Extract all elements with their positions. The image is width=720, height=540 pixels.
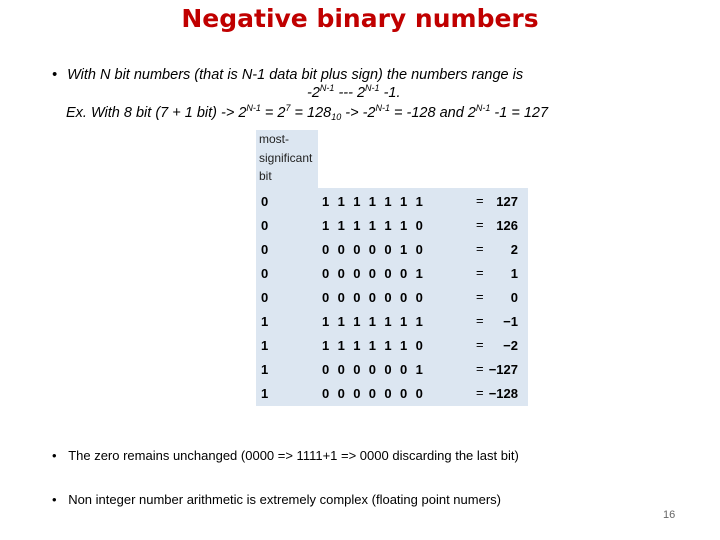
page-number: 16 [663,509,676,521]
decimal-value: 127 [496,194,518,209]
equals-sign: = [476,361,484,376]
bit: 0 [399,266,408,281]
bit: 1 [337,194,345,209]
bit: 0 [399,290,408,305]
decimal-value: −1 [503,314,518,329]
data-bits [322,314,431,329]
bit: 1 [399,314,408,329]
msb-value: 0 [261,242,269,257]
bit: 0 [415,242,423,257]
data-bits [322,386,431,401]
bit: 1 [384,314,392,329]
bit: 0 [353,290,361,305]
bit: 0 [384,386,392,401]
msb-header: most- significant bit [259,132,313,183]
bit: 1 [399,218,408,233]
decimal-value: 0 [510,290,518,305]
data-bits [322,362,431,377]
bit: 1 [353,218,361,233]
data-bits [322,266,431,281]
bit: 1 [337,338,345,353]
bit: 0 [384,362,392,377]
bit: 1 [322,314,330,329]
bit: 1 [399,242,408,257]
bit: 0 [353,386,361,401]
bit: 0 [337,362,345,377]
bit: 1 [353,338,361,353]
bit: 0 [322,266,330,281]
bit: 1 [415,266,423,281]
bit: 0 [337,290,345,305]
decimal-value: 2 [510,242,518,257]
bit: 1 [337,314,345,329]
data-bits [322,338,431,353]
bit: 1 [368,314,377,329]
bit: 1 [368,218,377,233]
bit: 0 [384,290,392,305]
bit: 0 [322,242,330,257]
bit: 1 [368,194,377,209]
bit: 0 [337,266,345,281]
msb-value: 0 [261,194,269,209]
data-bits [322,218,431,233]
bit: 0 [368,362,377,377]
bit: 0 [337,242,345,257]
bit: 1 [322,194,330,209]
data-bits [322,290,431,305]
bit: 0 [415,290,423,305]
msb-value: 1 [261,386,269,401]
bit: 1 [415,194,423,209]
bit: 0 [353,362,361,377]
bit: 1 [415,314,423,329]
bit: 0 [353,242,361,257]
decimal-value: −2 [503,338,518,353]
equals-sign: = [476,241,484,256]
bit: 1 [384,218,392,233]
range-line: $-2^{N-1}$ --- $2^{N-1}$ -1. [307,83,401,101]
equals-sign: = [476,337,484,352]
msb-value: 0 [261,218,269,233]
bit: 1 [399,338,408,353]
table-row [256,216,528,238]
equals-sign: = [476,385,484,400]
decimal-value: −127 [488,362,518,377]
equals-sign: = [476,313,484,328]
table-row [256,312,528,334]
bit: 0 [322,290,330,305]
bit: 0 [322,362,330,377]
bit: 0 [399,362,408,377]
bit: 1 [384,194,392,209]
bit: 1 [322,218,330,233]
bit: 0 [353,266,361,281]
msb-value: 1 [261,314,269,329]
equals-sign: = [476,265,484,280]
decimal-value: 1 [510,266,518,281]
bit: 1 [322,338,330,353]
equals-sign: = [476,289,484,304]
table-header-blank [318,130,528,188]
intro-text: With N bit numbers (that is N-1 data bit plus sign) the numbers range is [67,67,524,83]
msb-value: 0 [261,290,269,305]
bit: 1 [415,362,423,377]
bit: 0 [415,218,423,233]
intro-line-1 [52,67,523,83]
page-title: Negative binary numbers [181,4,539,33]
bit: 0 [337,386,345,401]
bit: 0 [399,386,408,401]
bit: 0 [384,242,392,257]
bit: 0 [368,386,377,401]
bit: 0 [368,290,377,305]
bit: 0 [415,338,423,353]
bit: 1 [337,218,345,233]
table-row [256,240,528,262]
data-bits [322,242,431,257]
bit: 1 [353,314,361,329]
bullet: • [52,67,58,83]
bit: 0 [415,386,423,401]
bit: 0 [384,266,392,281]
table-row [256,192,528,214]
table-row [256,264,528,286]
bit: 0 [368,266,377,281]
decimal-value: 126 [496,218,518,233]
data-bits [322,194,431,209]
bit: 1 [353,194,361,209]
bit: 1 [399,194,408,209]
equals-sign: = [476,193,484,208]
table-row [256,288,528,310]
msb-value: 0 [261,266,269,281]
example-line: Ex. With 8 bit (7 + 1 $bit) -> 2^{N-1} = 2^7 = 128_{10} -> -2^{N-1} = -128$ and $2^{N-1}$ -1 = 127 [66,103,549,122]
note-1: • The zero remains unchanged (0000 => 1111+1 => 0000 discarding the last bit) [52,448,519,463]
table-row [256,384,528,406]
equals-sign: = [476,217,484,232]
note-2: • Non integer number arithmetic is extremely complex (floating point numers) [52,492,501,507]
bit: 1 [384,338,392,353]
bit: 0 [368,242,377,257]
bit: 0 [322,386,330,401]
msb-value: 1 [261,362,269,377]
table-row [256,336,528,358]
table-row [256,360,528,382]
bit: 1 [368,338,377,353]
decimal-value: −128 [488,386,518,401]
msb-value: 1 [261,338,269,353]
